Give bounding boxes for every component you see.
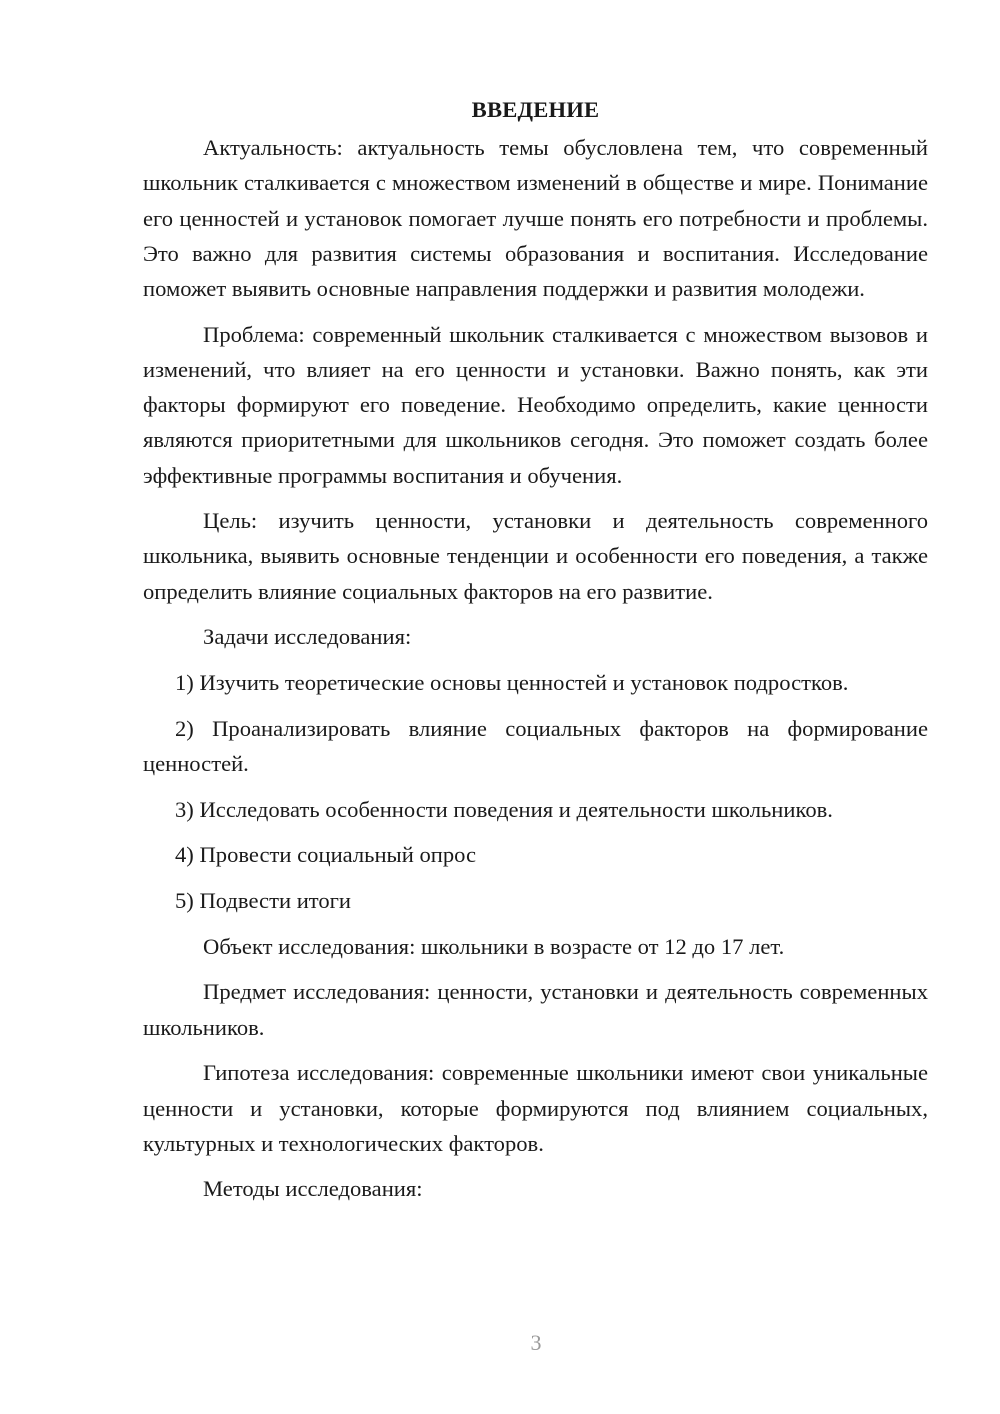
- paragraph-relevance: Актуальность: актуальность темы обусловлена тем, что современный школьник сталкивается с множеством изменений в обществе и мире. Понимание его ценностей и установок помогает лучше понять его потребности и проблемы. Это важно для развития системы образования и воспитания. Исследование поможет выявить основные направления поддержки и развития молодежи.: [143, 135, 928, 302]
- task-item-4: 4) Провести социальный опрос: [175, 842, 477, 868]
- task-item-1: 1) Изучить теоретические основы ценностей и установок подростков.: [175, 670, 849, 696]
- paragraph-goal: Цель: изучить ценности, установки и деятельность современного школьника, выявить основные тенденции и особенности его поведения, а также определить влияние социальных факторов на его развитие.: [143, 508, 928, 604]
- paragraph-problem: Проблема: современный школьник сталкивается с множеством вызовов и изменений, что влияет на его ценности и установки. Важно понять, как эти факторы формируют его поведение. Необходимо определить, какие ценности являются приоритетными для школьников сегодня. Это поможет создать более эффективные программы воспитания и обучения.: [143, 321, 928, 488]
- paragraph-tasks-heading: Задачи исследования:: [203, 624, 412, 650]
- task-item-3: 3) Исследовать особенности поведения и деятельности школьников.: [175, 796, 833, 822]
- paragraph-hypothesis: Гипотеза исследования: современные школьники имеют свои уникальные ценности и установки, которые формируются под влиянием социальных, культурных и технологических факторов.: [143, 1060, 928, 1156]
- paragraph-subject: Предмет исследования: ценности, установки и деятельность современных школьников.: [143, 979, 928, 1040]
- task-item-2: 2) Проанализировать влияние социальных факторов на формирование ценностей.: [143, 715, 928, 776]
- paragraph-methods: Методы исследования:: [203, 1176, 423, 1202]
- page-number: 3: [530, 1330, 542, 1355]
- section-title: ВВЕДЕНИЕ: [471, 97, 600, 122]
- task-item-5: 5) Подвести итоги: [175, 888, 352, 914]
- document-body: [143, 92, 928, 1217]
- paragraph-object: Объект исследования: школьники в возрасте от 12 до 17 лет.: [203, 933, 785, 959]
